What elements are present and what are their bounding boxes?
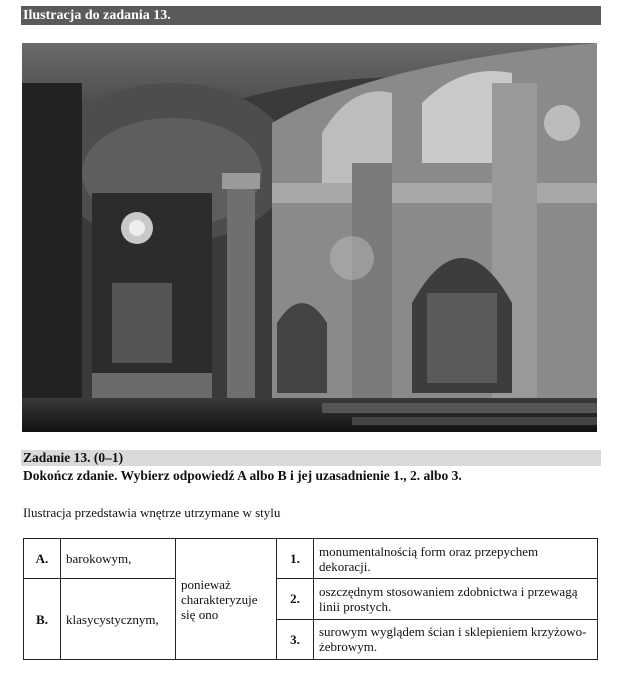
option-b-letter[interactable]: B. bbox=[24, 579, 61, 660]
option-a-letter[interactable]: A. bbox=[24, 539, 61, 579]
task-instruction: Dokończ zdanie. Wybierz odpowiedź A albo B i jej uzasadnienie 1., 2. albo 3. bbox=[23, 468, 462, 483]
justification-3-number[interactable]: 3. bbox=[277, 619, 314, 659]
option-b-text[interactable]: klasycystycznym, bbox=[61, 579, 176, 660]
justification-2-number[interactable]: 2. bbox=[277, 579, 314, 619]
illustration-header: Ilustracja do zadania 13. bbox=[21, 6, 601, 25]
answer-table bbox=[23, 538, 598, 660]
justification-3-text[interactable]: surowym wyglądem ścian i sklepieniem krzyżowo-żebrowym. bbox=[314, 619, 598, 659]
justification-1-number[interactable]: 1. bbox=[277, 539, 314, 579]
church-interior-photo bbox=[22, 43, 597, 432]
justification-1-text[interactable]: monumentalnością form oraz przepychem dekoracji. bbox=[314, 539, 598, 579]
justification-2-text[interactable]: oszczędnym stosowaniem zdobnictwa i przewagą linii prostych. bbox=[314, 579, 598, 619]
connector-text: ponieważ charakteryzuje się ono bbox=[176, 539, 277, 660]
task-prompt: Ilustracja przedstawia wnętrze utrzymane w stylu bbox=[23, 505, 281, 520]
task-title: Zadanie 13. (0–1) bbox=[21, 450, 601, 466]
option-a-text[interactable]: barokowym, bbox=[61, 539, 176, 579]
